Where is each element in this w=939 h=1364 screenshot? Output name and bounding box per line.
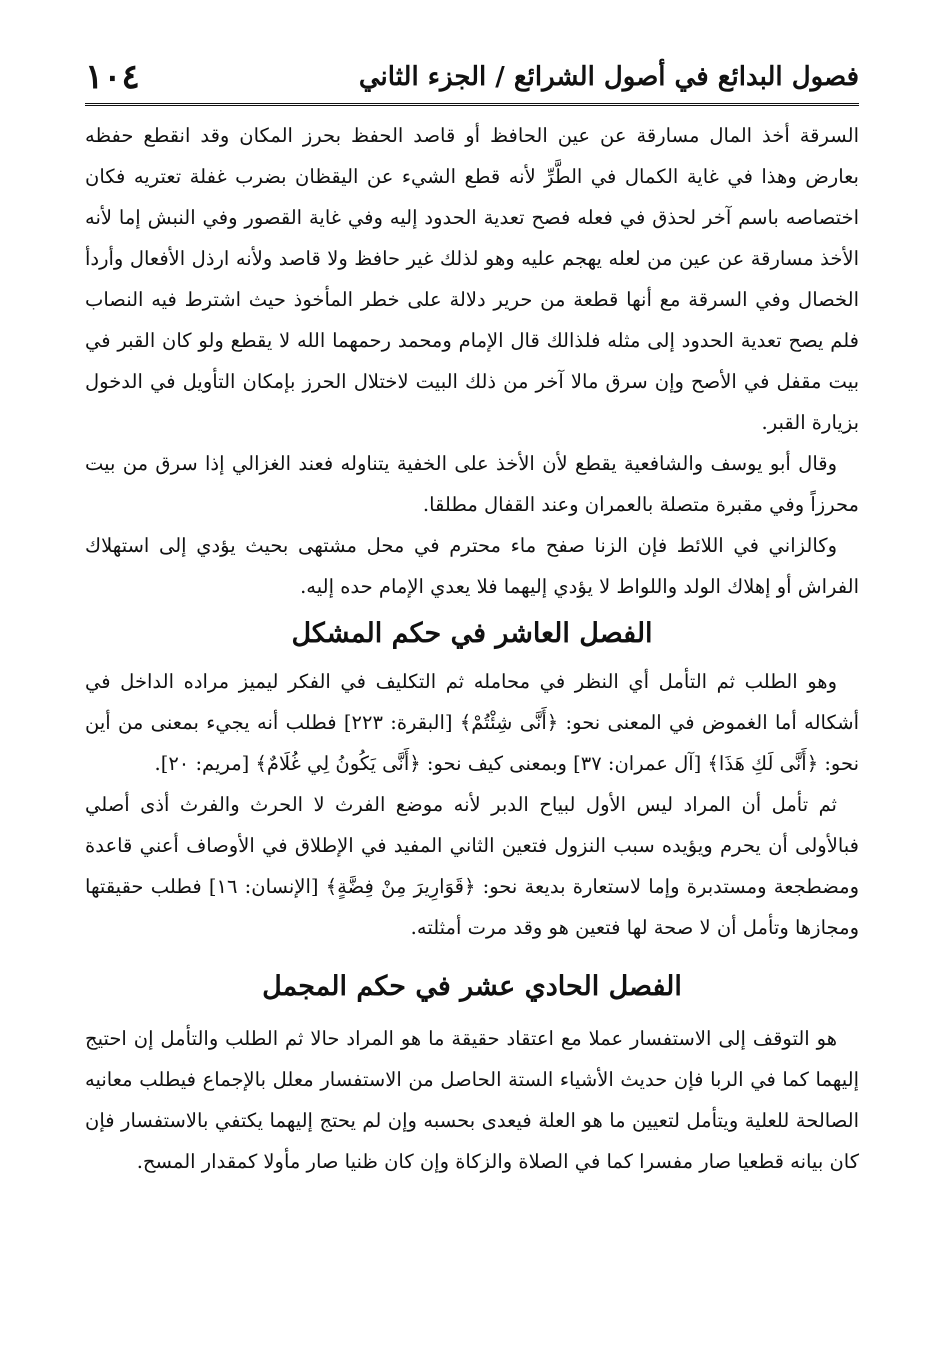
paragraph: وكالزاني في اللائط فإن الزنا صفح ماء محترم في محل مشتهى بحيث يؤدي إلى استهلاك الفراش أو إهلاك الولد واللواط لا يؤدي إليهما فلا يعدي الإمام حده إليه. [85,534,859,598]
section-heading-11: الفصل الحادي عشر في حكم المجمل [262,971,682,1002]
paragraph: ثم تأمل أن المراد ليس الأول لبياح الدبر لأنه موضع الفرث لا الحرث والفرث أذى أصلي فبالأولى أن يحرم ويؤيده سبب النزول فتعين الثاني المفيد في الإطلاق في الأوصاف أعني قاعدة ومضطجعة ومستدبرة وإما لاستعارة بديعة نحو: ﴿قَوَارِيرَ مِنْ فِضَّةٍ﴾ [الإنسان: ١٦] فطلب حقيقتها ومجازها وتأمل أن لا صحة لها فتعين هو وقد مرت أمثلته. [85,793,859,939]
paragraph: وقال أبو يوسف والشافعية يقطع لأن الأخذ على الخفية يتناوله فعند الغزالي إذا سرق من بيت محرزاً وفي مقبرة متصلة بالعمران وعند القفال مطلقا. [85,452,859,516]
page-header [85,50,859,106]
page-body [85,115,859,1182]
paragraph: هو التوقف إلى الاستفسار عملا مع اعتقاد حقيقة ما هو المراد حالا ثم الطلب والتأمل إن احتيج إليهما كما في الربا فإن حديث الأشياء الستة الحاصل من الاستفسار معلل بالإجماع فيطلب معانيه الصالحة للعلية ويتأمل لتعيين ما هو العلة فيعدى بحسبه وإن لم يحتج إليهما يكتفي بالاستفسار فإن كان بيانه قطعيا صار مفسرا كما في الصلاة والزكاة وإن كان ظنيا صار مأولا كمقدار المسح. [85,1027,859,1173]
running-title: فصول البدائع في أصول الشرائع / الجزء الثاني [358,61,859,92]
paragraph: وهو الطلب ثم التأمل أي النظر في محامله ثم التكليف في الفكر ليميز مراده الداخل في أشكاله أما الغموض في المعنى نحو: ﴿أَنَّى شِئْتُمْ﴾ [البقرة: ٢٢٣] فطلب أنه يجيء بمعنى من أين نحو: ﴿أَنَّى لَكِ هَذَا﴾ [آل عمران: ٣٧] وبمعنى كيف نحو: ﴿أَنَّى يَكُونُ لِي غُلَامٌ﴾ [مريم: ٢٠]. [85,670,859,775]
page-number: ١٠٤ [85,56,140,97]
section-heading-10: الفصل العاشر في حكم المشكل [291,618,653,649]
paragraph: السرقة أخذ المال مسارقة عن عين الحافظ أو قاصد الحفظ بحرز المكان وقد انقطع حفظه بعارض وهذا في غاية الكمال في الطَّرِّ لأنه قطع الشيء عن اليقظان بضرب غفلة تعتريه فكان اختصاصه باسم آخر لحذق في فعله فصح تعدية الحدود إليه وفي غاية القصور وفي النبش إما لأنه الأخذ مسارقة عن عين من لعله يهجم عليه وهو لذلك غير حافظ ولا قاصد ولأنه ارذل الأفعال وأردأ الخصال وفي السرقة مع أنها قطعة من حرير دلالة على خطر المأخوذ حيث اشترط فيه النصاب فلم يصح تعدية الحدود إلى مثله فلذالك قال الإمام ومحمد رحمهما الله لا يقطع ولو كان القبر في بيت مقفل في الأصح وإن سرق مالا آخر من ذلك البيت لاختلال الحرز بإمكان التأويل في الدخول بزيارة القبر. [85,124,859,434]
